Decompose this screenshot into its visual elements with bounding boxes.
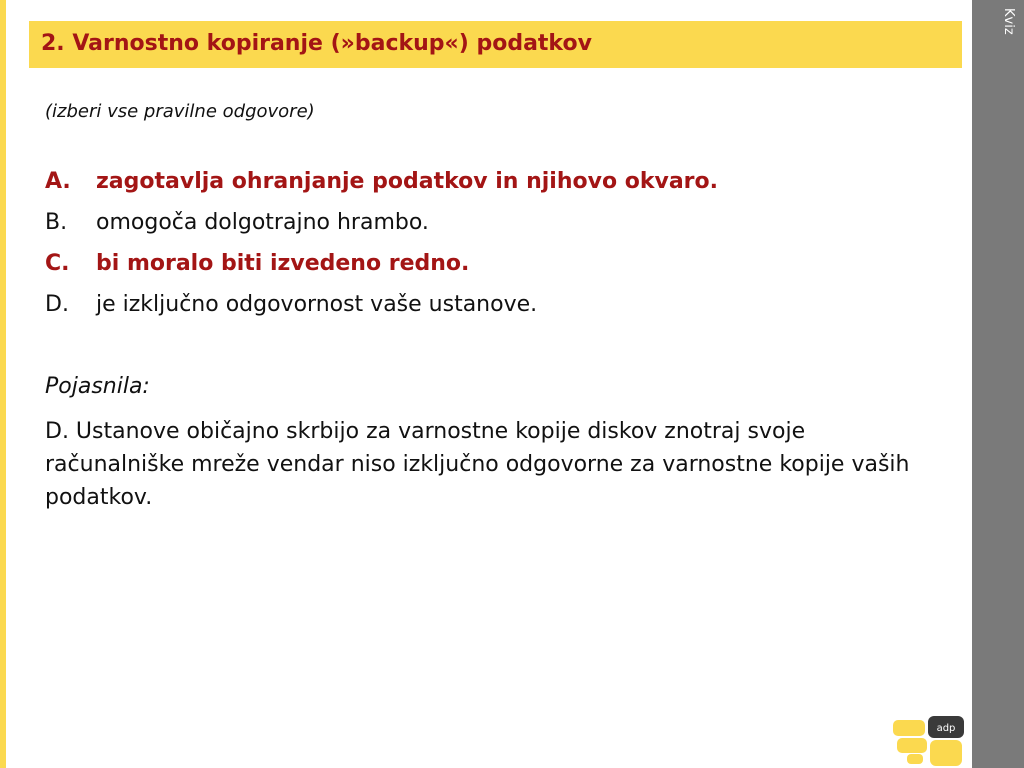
answer-text: omogoča dolgotrajno hrambo. <box>96 210 429 235</box>
explanation-heading: Pojasnila: <box>45 374 150 399</box>
instruction-text: (izberi vse pravilne odgovore) <box>45 101 315 122</box>
answer-letter: B. <box>45 210 68 235</box>
page-title: 2. Varnostno kopiranje (»backup«) podatkov <box>41 31 592 56</box>
explanation-body: D. Ustanove običajno skrbijo za varnostne kopije diskov znotraj svoje računalniške mreže vendar niso izključno odgovorne za varnostne kopije vaših podatkov. <box>45 419 910 510</box>
sidebar-label: Kviz <box>1001 8 1016 35</box>
answer-letter: A. <box>45 169 71 194</box>
adp-logo-icon <box>893 716 965 768</box>
answer-text: bi moralo biti izvedeno redno. <box>96 251 470 276</box>
answer-text: je izključno odgovornost vaše ustanove. <box>96 292 538 317</box>
logo-text: adp <box>936 723 956 734</box>
title-bar <box>29 21 962 68</box>
right-sidebar <box>972 0 1024 768</box>
answer-letter: D. <box>45 292 69 317</box>
answer-text: zagotavlja ohranjanje podatkov in njihovo okvaro. <box>96 169 718 194</box>
answer-letter: C. <box>45 251 70 276</box>
left-accent-stripe <box>0 0 6 768</box>
